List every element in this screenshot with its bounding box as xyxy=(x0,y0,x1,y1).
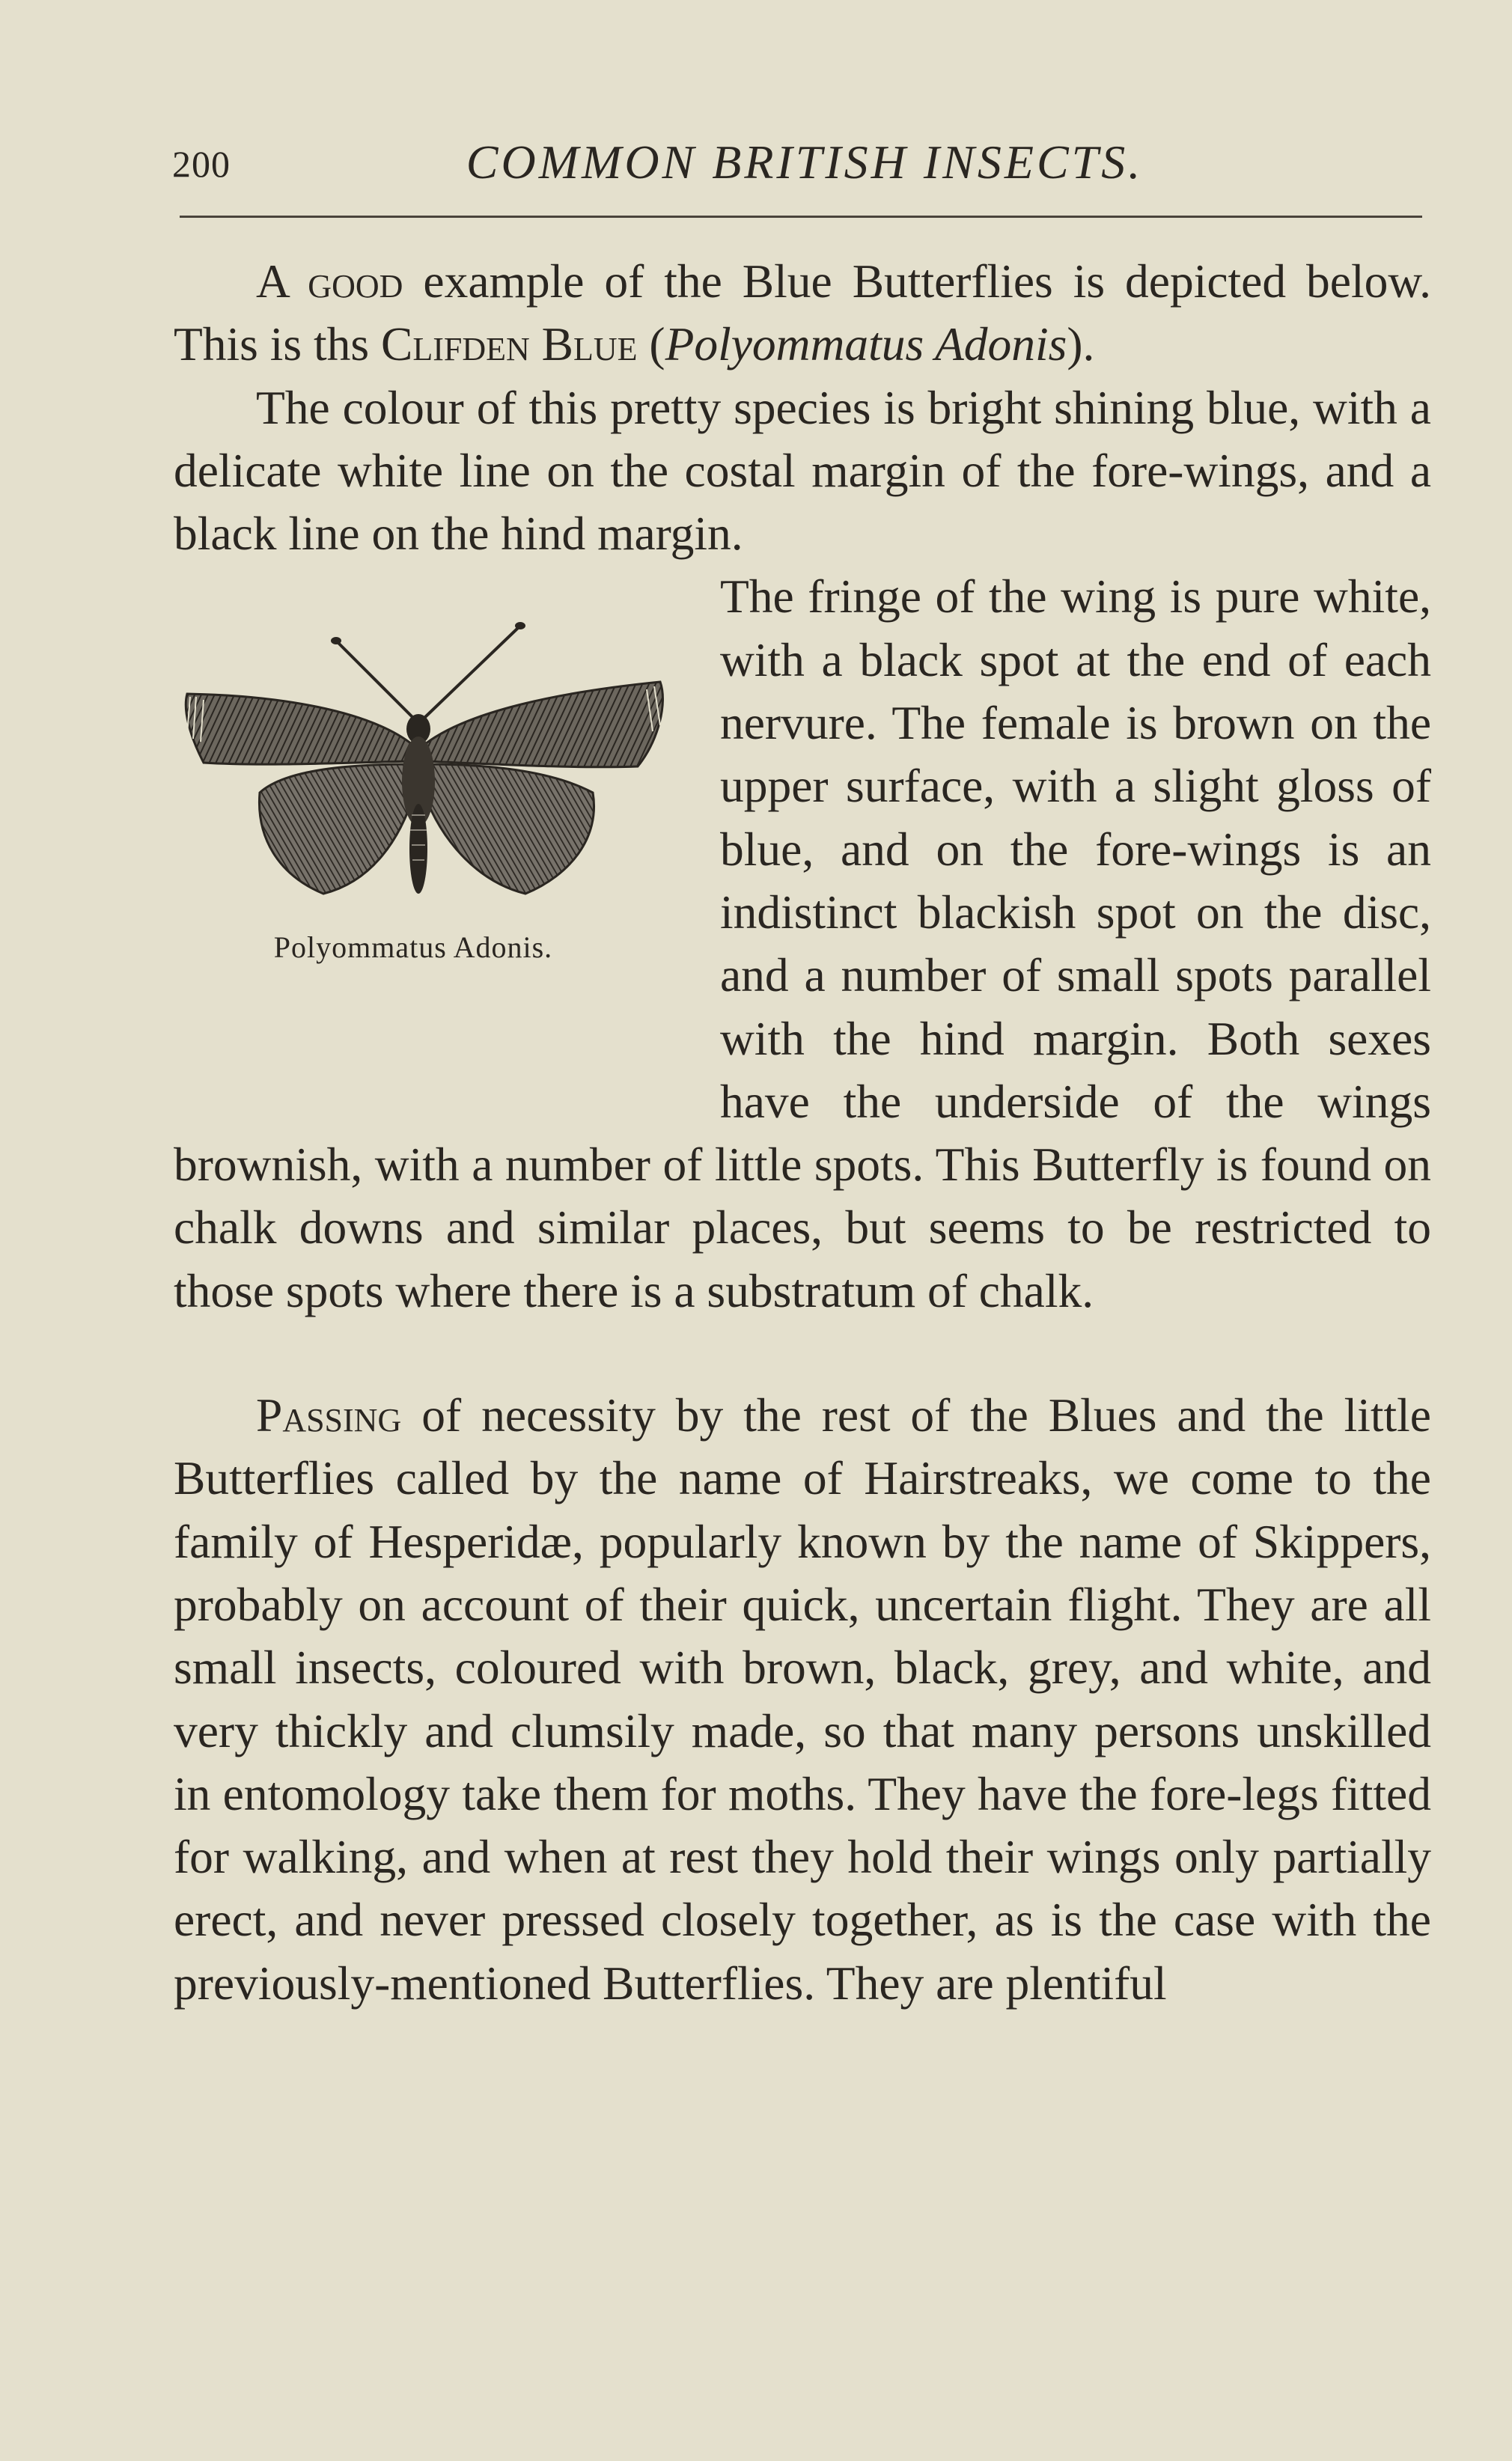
common-name: Clifden Blue xyxy=(380,317,638,371)
paragraph-1: A good example of the Blue Butterflies is depicted below. This is ths Clifden Blue (Polyommatus Adonis). xyxy=(174,254,1431,371)
figure-caption: Polyommatus Adonis. xyxy=(273,930,553,965)
paragraph-3-text: The fringe of the wing is pure white, with a black spot at the end of each nervure. The female is brown on the upper surface, with a slight gloss of blue, and on the fore-wings is an indistinct blackish spot on the disc, and a number of small spots parallel with the hind margin. Both sexes have the underside of the wings brownish, with a number of little spots. This Butterfly is found on chalk downs and similar places, but seems to be restricted to those spots where there is a substratum of chalk. xyxy=(174,570,1431,1317)
page-body xyxy=(174,250,1431,2015)
paragraph-3 xyxy=(174,565,1431,1323)
running-header xyxy=(172,132,1437,199)
figure xyxy=(174,568,698,1129)
drop-lead: Passing xyxy=(256,1388,402,1442)
drop-lead: A good xyxy=(256,254,403,308)
page-number: 200 xyxy=(172,143,231,185)
paragraph-4: Passing of necessity by the rest of the Blues and the little Butterflies called by the name of Hairstreaks, we come to the family of Hesperidæ, popularly known by the name of Skippers, probably on account of their quick, uncertain flight. They are all small insects, coloured with brown, black, grey, and white, and very thickly and clumsily made, so that many persons unskilled in entomology take them for moths. They have the fore-legs fitted for walking, and when at rest they hold their wings only partially erect, and never pressed closely together, as is the case with the previously-mentioned Butterflies. They are plentiful xyxy=(174,1388,1431,2010)
butterfly-icon xyxy=(174,568,698,920)
header-rule xyxy=(180,216,1422,218)
latin-name: Polyommatus Adonis xyxy=(665,317,1067,371)
paragraph-2: The colour of this pretty species is bright shining blue, with a delicate white line on the costal margin of the fore-wings, and a black line on the hind margin. xyxy=(174,380,1431,561)
running-title: COMMON BRITISH INSECTS. xyxy=(466,135,1144,189)
